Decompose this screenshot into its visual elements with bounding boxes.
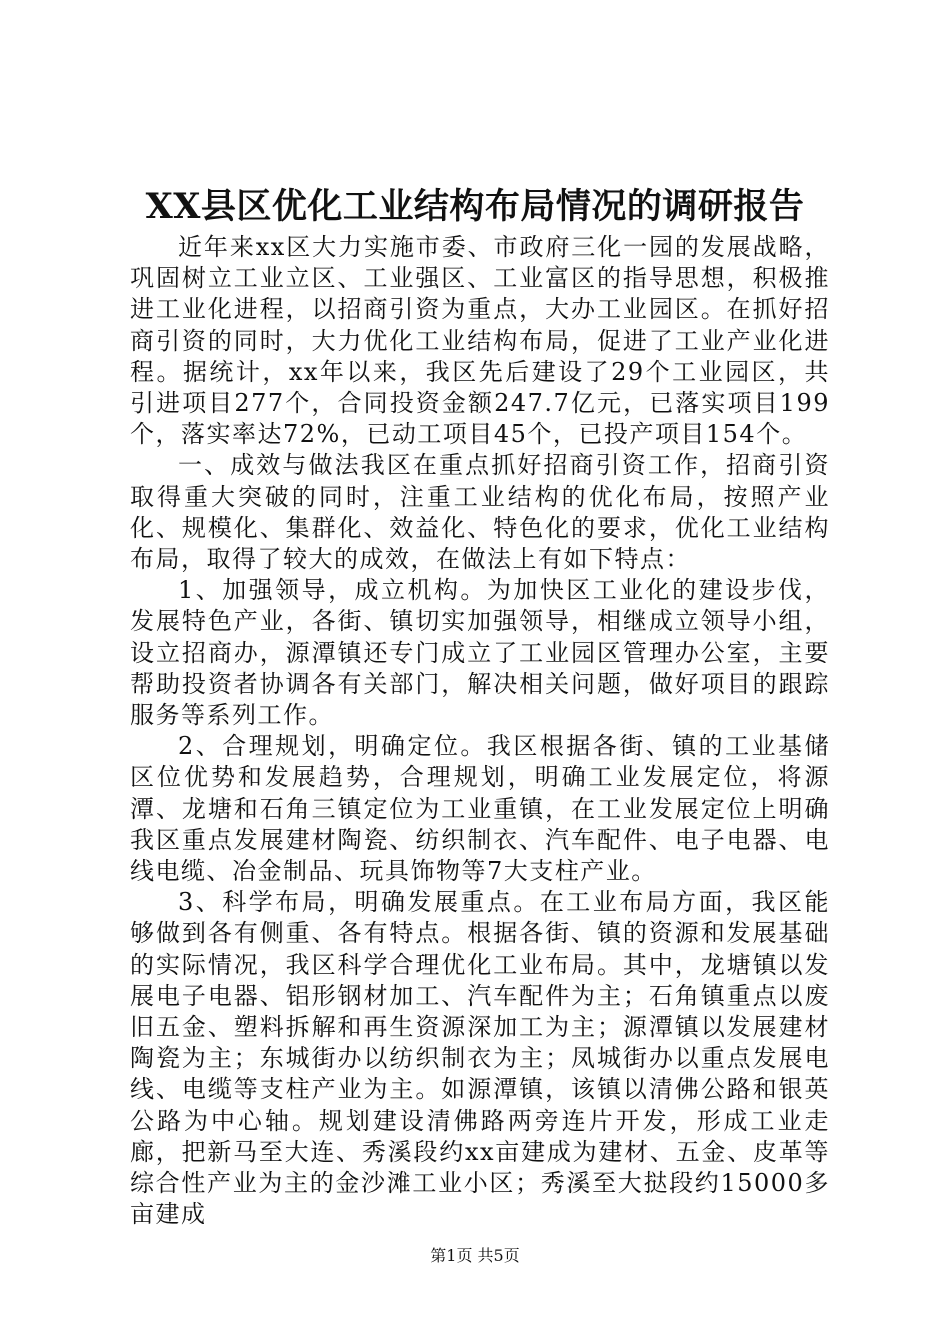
document-body xyxy=(130,232,830,1231)
paragraph-point-3: 3、科学布局，明确发展重点。在工业布局方面，我区能够做到各有侧重、各有特点。根据各街、镇的资源和发展基础的实际情况，我区科学合理优化工业布局。其中，龙塘镇以发展电子电器、铝形钢材加工、汽车配件为主；石角镇重点以废旧五金、塑料拆解和再生资源深加工为主；源潭镇以发展建材陶瓷为主；东城街办以纺织制衣为主；凤城街办以重点发展电线、电缆等支柱产业为主。如源潭镇，该镇以清佛公路和银英公路为中心轴。规划建设清佛路两旁连片开发，形成工业走廊，把新马至大连、秀溪段约xx亩建成为建材、五金、皮革等综合性产业为主的金沙滩工业小区；秀溪至大挞段约15000多亩建成 xyxy=(130,888,830,1229)
page-number-footer: 第1页 共5页 xyxy=(430,1246,520,1265)
paragraph-intro: 近年来xx区大力实施市委、市政府三化一园的发展战略，巩固树立工业立区、工业强区、工业富区的指导思想，积极推进工业化进程，以招商引资为重点，大办工业园区。在抓好招商引资的同时，大力优化工业结构布局，促进了工业产业化进程。据统计，xx年以来，我区先后建设了29个工业园区，共引进项目277个，合同投资金额247.7亿元，已落实项目199个，落实率达72%，已动工项目45个，已投产项目154个。 xyxy=(130,233,830,449)
page-title: XX县区优化工业结构布局情况的调研报告 xyxy=(145,186,805,227)
paragraph-achievements: 一、成效与做法我区在重点抓好招商引资工作，招商引资取得重大突破的同时，注重工业结构的优化布局，按照产业化、规模化、集群化、效益化、特色化的要求，优化工业结构布局，取得了较大的成效，在做法上有如下特点： xyxy=(130,451,830,574)
paragraph-point-1: 1、加强领导，成立机构。为加快区工业化的建设步伐，发展特色产业，各街、镇切实加强领导，相继成立领导小组，设立招商办，源潭镇还专门成立了工业园区管理办公室，主要帮助投资者协调各有关部门，解决相关问题，做好项目的跟踪服务等系列工作。 xyxy=(130,576,830,730)
paragraph-point-2: 2、合理规划，明确定位。我区根据各街、镇的工业基储区位优势和发展趋势，合理规划，明确工业发展定位，将源潭、龙塘和石角三镇定位为工业重镇，在工业发展定位上明确我区重点发展建材陶瓷、纺织制衣、汽车配件、电子电器、电线电缆、冶金制品、玩具饰物等7大支柱产业。 xyxy=(130,732,830,886)
